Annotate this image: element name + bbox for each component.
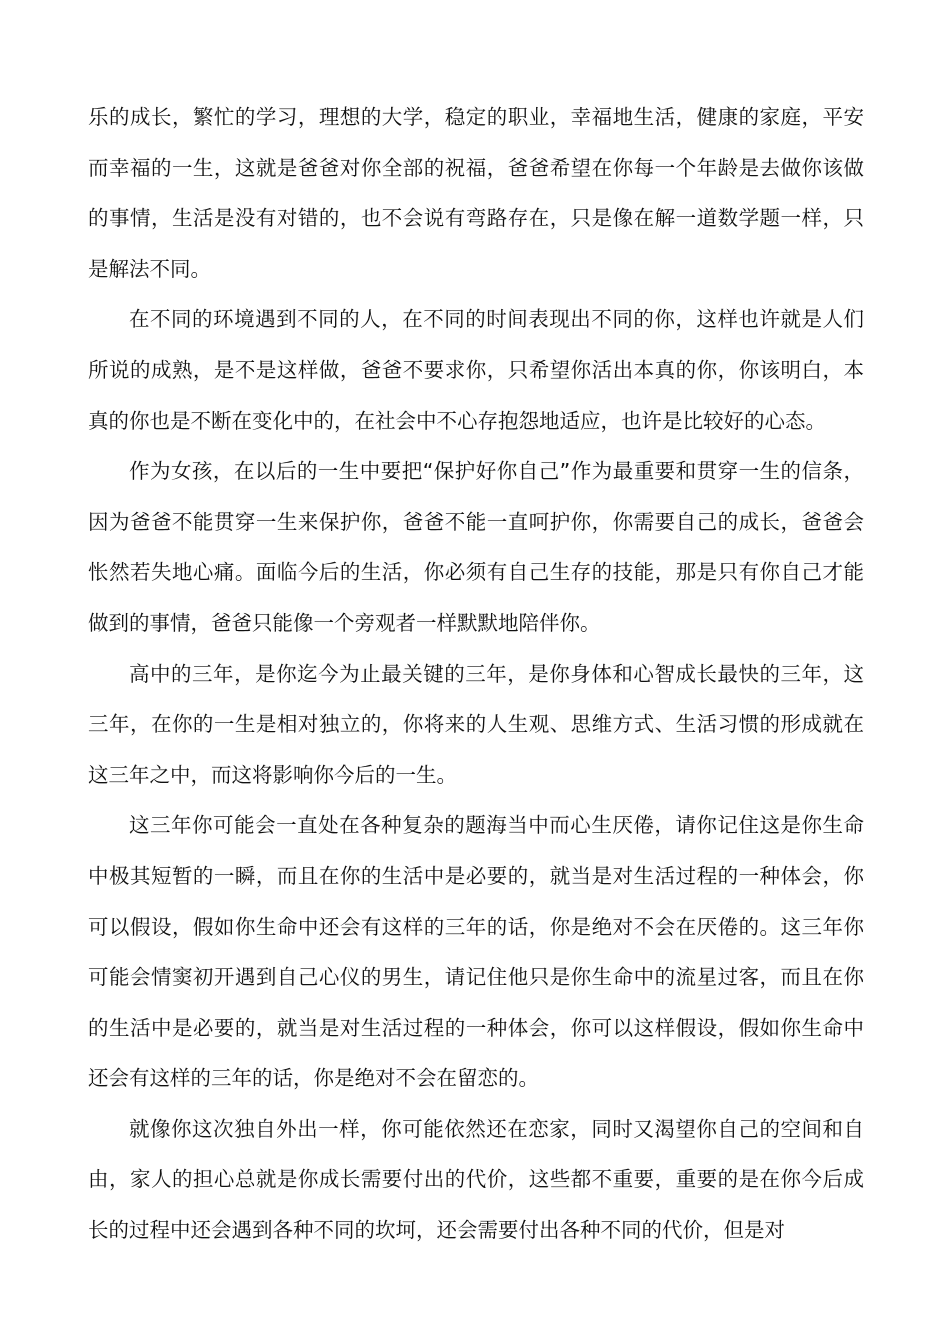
- paragraph-3: 作为女孩，在以后的一生中要把“保护好你自己”作为最重要和贯穿一生的信条，因为爸爸不能贯穿一生来保护你，爸爸不能一直呵护你，你需要自己的成长，爸爸会怅然若失地心痛。面临今后的生活，你必须有自己生存的技能，那是只有你自己才能做到的事情，爸爸只能像一个旁观者一样默默地陪伴你。: [88, 459, 864, 635]
- paragraph-4: 高中的三年，是你迄今为止最关键的三年，是你身体和心智成长最快的三年，这三年，在你的一生是相对独立的，你将来的人生观、思维方式、生活习惯的形成就在这三年之中，而这将影响你今后的一生。: [88, 661, 864, 787]
- paragraph-2: 在不同的环境遇到不同的人，在不同的时间表现出不同的你，这样也许就是人们所说的成熟，是不是这样做，爸爸不要求你，只希望你活出本真的你，你该明白，本真的你也是不断在变化中的，在社会中不心存抱怨地适应，也许是比较好的心态。: [88, 307, 864, 433]
- paragraph-5: 这三年你可能会一直处在各种复杂的题海当中而心生厌倦，请你记住这是你生命中极其短暂的一瞬，而且在你的生活中是必要的，就当是对生活过程的一种体会，你可以假设，假如你生命中还会有这样的三年的话，你是绝对不会在厌倦的。这三年你可能会情窦初开遇到自己心仪的男生，请记住他只是你生命中的流星过客，而且在你的生活中是必要的，就当是对生活过程的一种体会，你可以这样假设，假如你生命中还会有这样的三年的话，你是绝对不会在留恋的。: [88, 813, 864, 1091]
- body-text: [88, 92, 864, 1256]
- paragraph-1: 乐的成长，繁忙的学习，理想的大学，稳定的职业，幸福地生活，健康的家庭，平安而幸福的一生，这就是爸爸对你全部的祝福，爸爸希望在你每一个年龄是去做你该做的事情，生活是没有对错的，也不会说有弯路存在，只是像在解一道数学题一样，只是解法不同。: [88, 105, 864, 281]
- paragraph-6: 就像你这次独自外出一样，你可能依然还在恋家，同时又渴望你自己的空间和自由，家人的担心总就是你成长需要付出的代价，这些都不重要，重要的是在你今后成长的过程中还会遇到各种不同的坎坷，还会需要付出各种不同的代价，但是对: [88, 1116, 864, 1243]
